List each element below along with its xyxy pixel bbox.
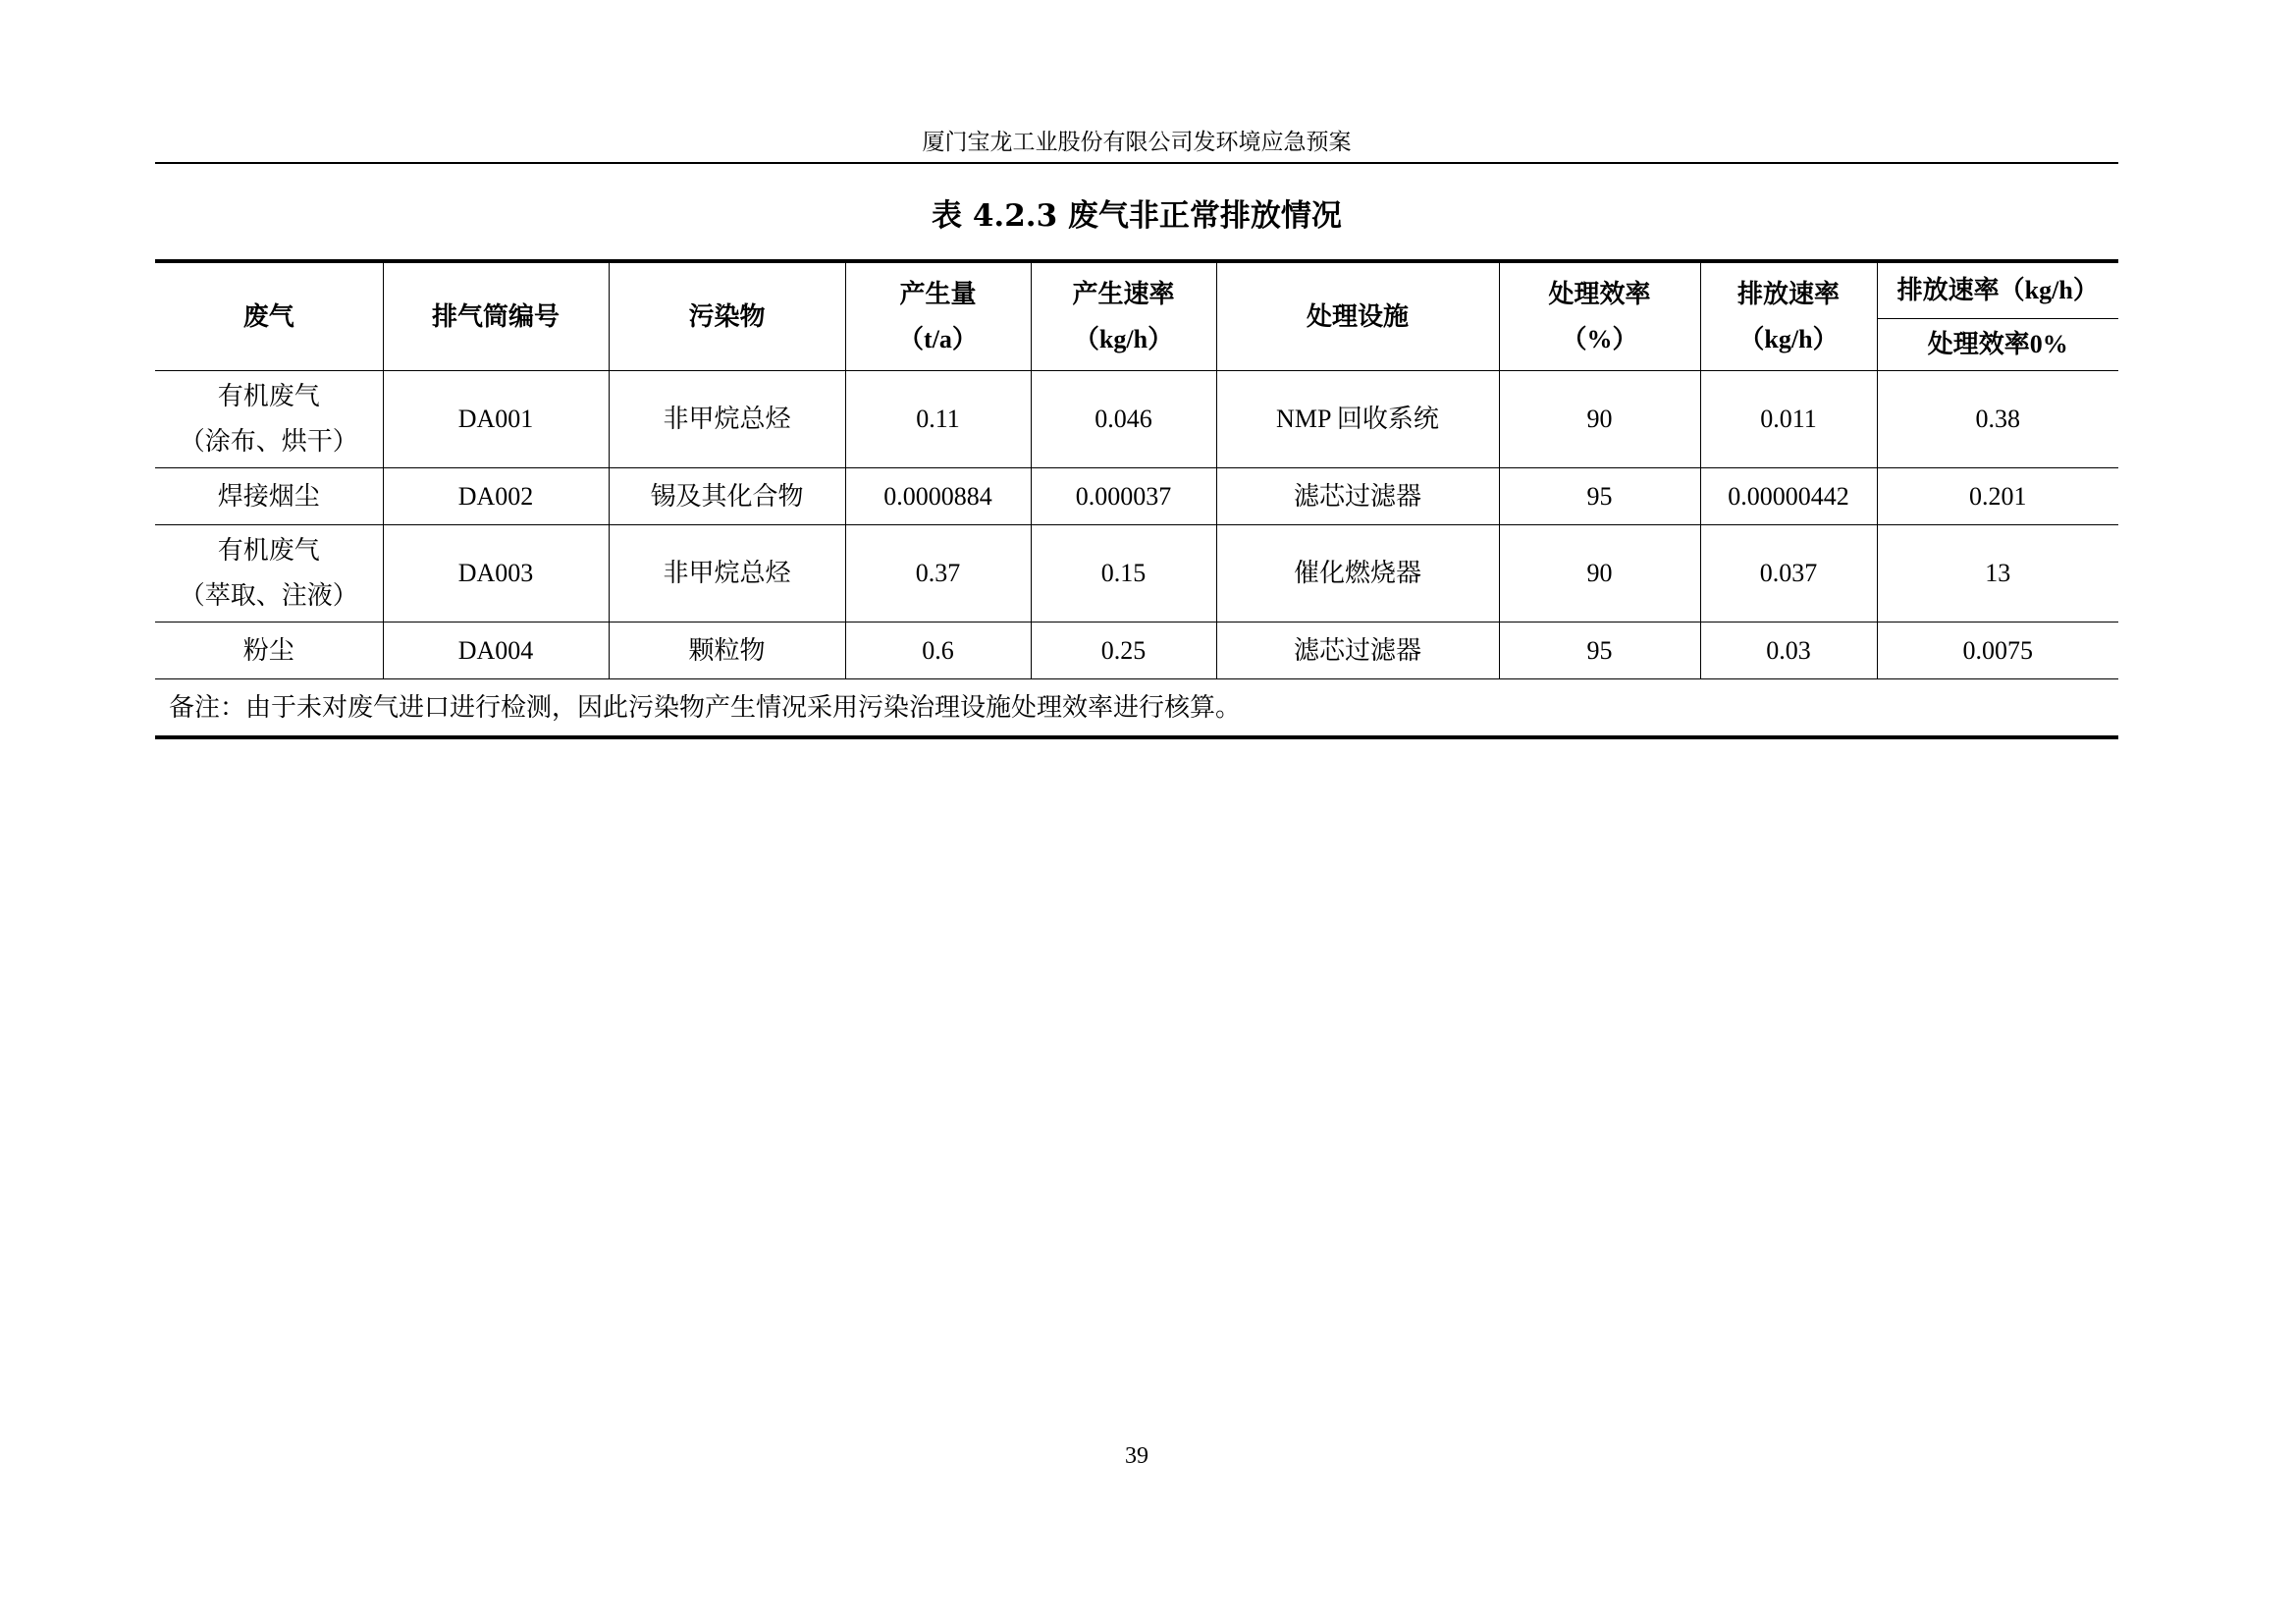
cell-pollutant: 非甲烷总烃	[609, 525, 845, 623]
header-emit-rate-zero-bottom: 处理效率0%	[1877, 319, 2118, 371]
table-title: 表 4.2.3 废气非正常排放情况	[932, 198, 1342, 234]
cell-facility: 滤芯过滤器	[1216, 468, 1499, 525]
header-emit-rate-zero-top: 排放速率（kg/h）	[1877, 261, 2118, 319]
header-prod-rate-line2: （kg/h）	[1073, 324, 1174, 353]
cell-waste-gas-line1: 有机废气	[217, 382, 320, 410]
header-emit-rate-line1: 排放速率	[1736, 279, 1840, 308]
cell-waste-gas: 焊接烟尘	[155, 468, 383, 525]
header-prod-rate-line1: 产生速率	[1072, 279, 1175, 308]
table-row	[155, 371, 2118, 468]
cell-emit-rate-zero: 0.0075	[1877, 623, 2118, 679]
cell-waste-gas: 粉尘	[155, 623, 383, 679]
cell-emit-rate: 0.011	[1700, 371, 1877, 468]
cell-prod-rate: 0.000037	[1031, 468, 1216, 525]
header-rule	[155, 162, 2118, 164]
header-emit-rate	[1700, 261, 1877, 371]
cell-waste-gas-line2: （涂布、烘干）	[179, 427, 358, 456]
cell-production: 0.6	[845, 623, 1031, 679]
cell-efficiency: 90	[1499, 525, 1700, 623]
cell-emit-rate-zero: 0.38	[1877, 371, 2118, 468]
header-efficiency-line2: （%）	[1561, 324, 1638, 353]
cell-emit-rate-zero: 0.201	[1877, 468, 2118, 525]
cell-efficiency: 95	[1499, 623, 1700, 679]
table-row	[155, 623, 2118, 679]
cell-production: 0.0000884	[845, 468, 1031, 525]
emission-table	[155, 259, 2118, 739]
cell-facility: 催化燃烧器	[1216, 525, 1499, 623]
header-prod-rate	[1031, 261, 1216, 371]
cell-pollutant: 颗粒物	[609, 623, 845, 679]
cell-waste-gas-line2: （萃取、注液）	[179, 581, 358, 610]
cell-waste-gas-line1: 有机废气	[217, 536, 320, 565]
cell-waste-gas	[155, 371, 383, 468]
cell-efficiency: 95	[1499, 468, 1700, 525]
cell-emit-rate: 0.037	[1700, 525, 1877, 623]
cell-facility: NMP 回收系统	[1216, 371, 1499, 468]
running-header: 厦门宝龙工业股份有限公司发环境应急预案	[922, 130, 1352, 155]
cell-emit-rate: 0.00000442	[1700, 468, 1877, 525]
cell-prod-rate: 0.046	[1031, 371, 1216, 468]
cell-production: 0.37	[845, 525, 1031, 623]
cell-prod-rate: 0.25	[1031, 623, 1216, 679]
cell-production: 0.11	[845, 371, 1031, 468]
header-stack-id: 排气筒编号	[383, 261, 609, 371]
header-production-line2: （t/a）	[898, 324, 978, 353]
cell-stack: DA004	[383, 623, 609, 679]
page-number: 39	[1125, 1443, 1148, 1469]
table-row	[155, 525, 2118, 623]
cell-prod-rate: 0.15	[1031, 525, 1216, 623]
cell-stack: DA003	[383, 525, 609, 623]
header-production	[845, 261, 1031, 371]
header-pollutant: 污染物	[609, 261, 845, 371]
cell-stack: DA001	[383, 371, 609, 468]
header-production-line1: 产生量	[899, 279, 977, 308]
table-note-row	[155, 679, 2118, 738]
cell-efficiency: 90	[1499, 371, 1700, 468]
table-row	[155, 468, 2118, 525]
cell-facility: 滤芯过滤器	[1216, 623, 1499, 679]
header-waste-gas: 废气	[155, 261, 383, 371]
cell-emit-rate: 0.03	[1700, 623, 1877, 679]
cell-pollutant: 锡及其化合物	[609, 468, 845, 525]
cell-waste-gas	[155, 525, 383, 623]
cell-emit-rate-zero: 13	[1877, 525, 2118, 623]
header-facility: 处理设施	[1216, 261, 1499, 371]
header-efficiency-line1: 处理效率	[1548, 279, 1651, 308]
cell-stack: DA002	[383, 468, 609, 525]
cell-pollutant: 非甲烷总烃	[609, 371, 845, 468]
header-efficiency	[1499, 261, 1700, 371]
header-emit-rate-line2: （kg/h）	[1738, 324, 1839, 353]
table-note: 备注：由于未对废气进口进行检测，因此污染物产生情况采用污染治理设施处理效率进行核算。	[155, 679, 2118, 738]
